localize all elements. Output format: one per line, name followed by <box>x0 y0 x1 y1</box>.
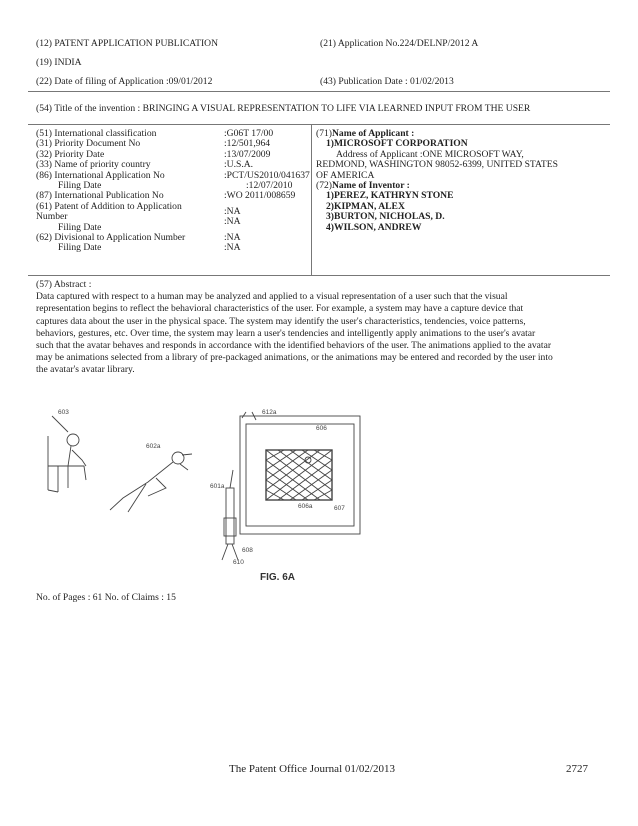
biblio-value: :U.S.A. <box>224 159 254 171</box>
figure-label: 601a <box>210 483 225 490</box>
patent-record <box>28 34 610 408</box>
abstract-line: behaviors, gestures, etc. Over time, the system may learn a user's tendencies and intelligently apply animations to the user's avatar <box>36 327 536 339</box>
applicant-block <box>316 129 610 233</box>
biblio-label: Filing Date <box>58 180 102 192</box>
abstract-heading: (57) Abstract : <box>36 279 92 290</box>
header-row-3 <box>28 72 610 91</box>
addition-filing-label: Filing Date <box>58 221 102 233</box>
abstract <box>28 276 610 408</box>
diving-person-illustration <box>110 452 192 512</box>
applicant-name: 1)MICROSOFT CORPORATION <box>326 138 468 150</box>
divisional-values <box>224 233 311 254</box>
figure-label: 608 <box>242 547 253 554</box>
biblio-label: (86) International Application No <box>36 169 165 181</box>
figure-label: 603 <box>58 409 69 416</box>
applicant-address: OF AMERICA <box>316 169 375 181</box>
biblio-value: :PCT/US2010/041637 <box>224 169 310 181</box>
addition-value: :NA <box>224 216 241 228</box>
applicant-address: Address of Applicant :ONE MICROSOFT WAY, <box>336 148 524 160</box>
figure-label: 606a <box>298 503 313 510</box>
biblio-value: :12/501,964 <box>224 138 271 150</box>
abstract-line: may be animations selected from a library of pre-packaged animations, or the animations may be entered and recorded by the user into <box>36 352 553 364</box>
abstract-line: Data captured with respect to a human may be analyzed and applied to a visual representation of a user such that the visual <box>36 291 508 303</box>
divisional-block <box>36 233 311 254</box>
figure-label: 607 <box>334 505 345 512</box>
biblio-value: :WO 2011/008659 <box>224 190 296 202</box>
biblio-label: (32) Priority Date <box>36 148 105 160</box>
patent-figure-svg <box>28 400 610 585</box>
applicant-heading-text: Name of Applicant : <box>331 128 415 139</box>
inventor-name: 4)WILSON, ANDREW <box>326 221 422 233</box>
divisional-label: (62) Divisional to Application Number <box>36 232 186 244</box>
biblio-value: :G06T 17/00 <box>224 128 274 139</box>
divisional-value: :NA <box>224 242 241 254</box>
abstract-line: such that the avatar behaves and responds in accordance with the identified behaviors of the user. The animations applied to the avatar <box>36 340 552 352</box>
biblio-label: (51) International classification <box>36 128 157 139</box>
page-number: 2727 <box>566 763 588 775</box>
inventor-name: 2)KIPMAN, ALEX <box>326 200 405 212</box>
figure-label: 602a <box>146 443 161 450</box>
applicant-heading-number: (71) <box>316 128 332 139</box>
figure-label: 606 <box>316 425 327 432</box>
applicant-address: REDMOND, WASHINGTON 98052-6399, UNITED STATES <box>316 159 558 171</box>
header-row-1 <box>28 34 610 53</box>
inventor-heading-number: (72) <box>316 180 332 192</box>
inventor-name: 3)BURTON, NICHOLAS, D. <box>326 211 445 223</box>
biblio-value: :13/07/2009 <box>224 148 271 160</box>
figure-label: 610 <box>233 559 244 566</box>
figure-label: 612a <box>262 409 277 416</box>
patent-drawing <box>28 400 610 585</box>
biblio-left-column <box>28 125 312 275</box>
display-screen-illustration <box>240 412 360 534</box>
abstract-line: representation begins to reflect the behavioral characteristics of the user. For example, a system may have a capture device that <box>36 303 524 315</box>
application-number: (21) Application No.224/DELNP/2012 A <box>320 38 479 49</box>
biblio-label: (31) Priority Document No <box>36 138 141 150</box>
addition-block <box>36 202 311 233</box>
header-row-2 <box>28 53 610 72</box>
inventor-name: 1)PEREZ, KATHRYN STONE <box>326 190 454 202</box>
abstract-line: the avatar's avatar library. <box>36 364 135 376</box>
addition-value: :NA <box>224 205 241 217</box>
pages-and-claims: No. of Pages : 61 No. of Claims : 15 <box>36 592 176 603</box>
seated-person-illustration <box>48 416 86 492</box>
biblio-label: (33) Name of priority country <box>36 159 151 171</box>
addition-values <box>224 202 311 233</box>
addition-number-label: Number <box>36 211 68 223</box>
addition-label: (61) Patent of Addition to Application <box>36 200 182 212</box>
filing-date: (22) Date of filing of Application :09/01/2012 <box>36 76 213 87</box>
figure-caption: FIG. 6A <box>260 572 296 583</box>
inventor-heading-text: Name of Inventor : <box>331 180 410 192</box>
divisional-filing-label: Filing Date <box>58 242 102 254</box>
biblio-right-column <box>312 125 610 275</box>
bibliographic-data <box>28 125 610 276</box>
country: (19) INDIA <box>36 57 82 68</box>
publication-date: (43) Publication Date : 01/02/2013 <box>320 76 454 87</box>
biblio-value: :12/07/2010 <box>246 180 293 192</box>
invention-title: (54) Title of the invention : BRINGING A VISUAL REPRESENTATION TO LIFE VIA LEARNED INPUT FROM THE USER <box>28 91 610 125</box>
biblio-label: (87) International Publication No <box>36 190 164 202</box>
patent-application-publication: (12) PATENT APPLICATION PUBLICATION <box>36 38 219 49</box>
abstract-line: captures data about the user in the physical space. The system may identify the user's characteristics, tendencies, voice patterns, <box>36 315 526 327</box>
journal-footer: The Patent Office Journal 01/02/2013 <box>229 763 395 775</box>
addition-labels <box>36 202 224 233</box>
divisional-labels <box>36 233 224 254</box>
divisional-value: :NA <box>224 232 241 244</box>
